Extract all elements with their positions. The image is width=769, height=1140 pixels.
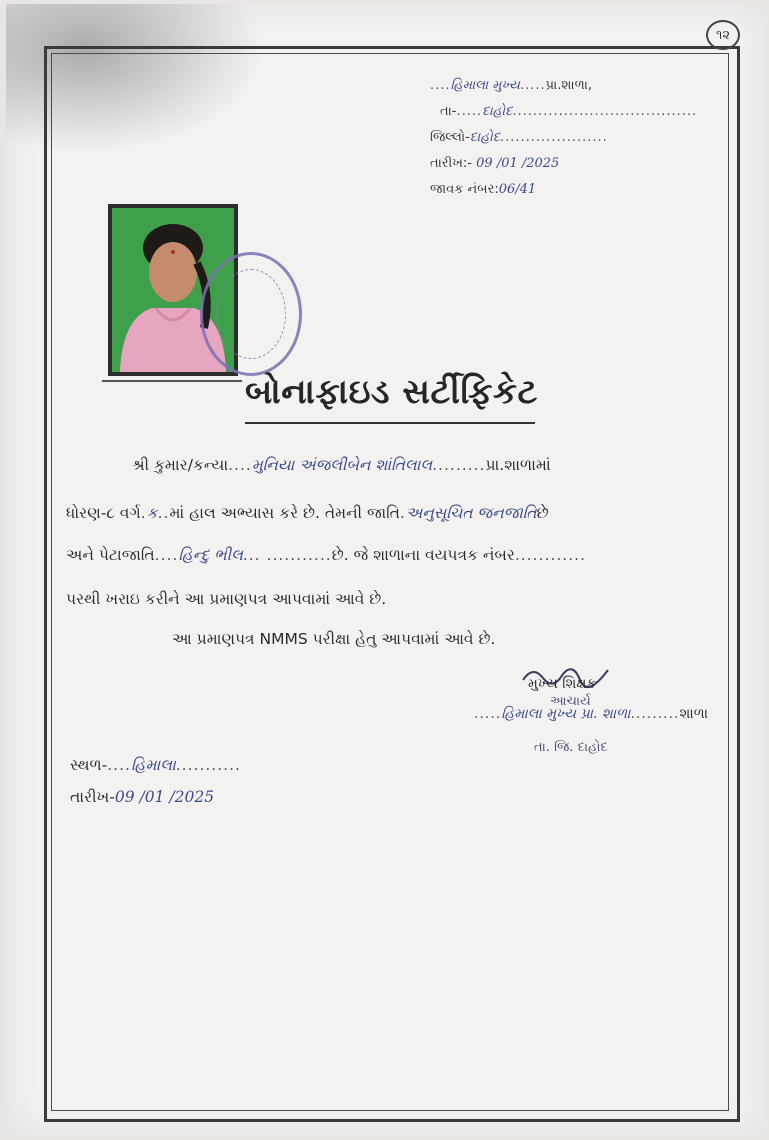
standard-prefix: ધોરણ-૮ વર્ગ (66, 504, 141, 522)
header-district-label: જિલ્લો- (430, 130, 470, 145)
body-line-4: પરથી ખરાઇ કરીને આ પ્રમાણપત્ર આપવામાં આવે છે. (66, 590, 387, 608)
signature-acharya: આચાર્ય (550, 694, 591, 709)
body-line-3: અને પેટાજાતિ....હિન્દુ ભીલ... ...........છે. જે શાળાના વયપત્રક નંબર............ (66, 546, 586, 564)
header-taluka-fill: દાહોદ (482, 104, 513, 119)
signature-school-fill: હિમાલા મુખ્ય પ્રા. શાળા (501, 706, 631, 722)
header-taluka-label: તા- (440, 104, 457, 119)
header-district-line: જિલ્લો-દાહોદ..................... (430, 130, 608, 145)
header-outward-label: જાવક નંબર: (430, 182, 499, 197)
footer-place-line: સ્થળ-....હિમાલા........... (70, 756, 241, 774)
page-number: ૧૨ (706, 20, 740, 50)
header-date-label: તારીખ:- (430, 156, 472, 171)
signature-taluka: તા. જિ. દાહોદ (534, 740, 608, 755)
caste-fill: અનુસૂચિત જનજાતિ (405, 504, 537, 522)
caste-suffix: છે (536, 504, 549, 522)
signature-title: મુખ્ય શિક્ષક (528, 676, 597, 692)
header-outward-line (430, 182, 536, 197)
school-name-suffix: પ્રા.શાળામાં (485, 456, 551, 474)
body-line-5: આ પ્રમાણપત્ર NMMS પરીક્ષા હેતુ આપવામાં આવે છે. (172, 630, 496, 648)
subcaste-fill: હિન્દુ ભીલ (178, 546, 243, 564)
subcaste-prefix: અને પેટાજાતિ (66, 546, 155, 564)
student-name-fill: મુનિયા અંજલીબેન શાંતિલાલ (251, 456, 433, 474)
caste-prefix: માં હાલ અભ્યાસ કરે છે. તેમની જાતિ (169, 504, 400, 522)
footer-date-fill: 09 /01 /2025 (114, 788, 215, 806)
place-fill: હિમાલા (130, 756, 176, 774)
signature-school-suffix: શાળા (679, 706, 709, 722)
school-stamp (200, 252, 302, 376)
header-district-fill: દાહોદ (469, 130, 500, 145)
footer-date-label: તારીખ- (70, 788, 115, 806)
header-school-fill: હિમાલા મુખ્ય (450, 78, 520, 93)
place-label: સ્થળ- (70, 756, 108, 774)
footer-date-line (70, 788, 214, 807)
header-school-line: ....હિમાલા મુખ્ય.....પ્રા.શાળા, (430, 78, 593, 93)
certificate-title: બોનાફાઇડ સર્ટીફિકેટ (245, 372, 538, 412)
header-outward-fill: 06/41 (498, 182, 537, 197)
signature-school-line: .....હિમાલા મુખ્ય પ્રા. શાળા.........શાળા (474, 706, 709, 722)
body-line-2: ધોરણ-૮ વર્ગ.ક..માં હાલ અભ્યાસ કરે છે. તેમની જાતિ.અનુસૂચિત જનજાતિછે (66, 504, 549, 522)
register-prefix: છે. જે શાળાના વયપત્રક નંબર (331, 546, 515, 564)
division-fill: ક (146, 504, 158, 522)
title-underline (245, 422, 535, 424)
header-school-suffix: પ્રા.શાળા, (545, 78, 593, 93)
header-date-fill: 09 /01 /2025 (476, 156, 560, 171)
header-date-line (430, 156, 559, 171)
header-taluka-line: તા-.....દાહોદ.................................... (440, 104, 698, 119)
student-prefix: શ્રી કુમાર/કન્યા (132, 456, 229, 474)
body-line-1: શ્રી કુમાર/કન્યા....મુનિયા અંજલીબેન શાંતિલાલ.........પ્રા.શાળામાં (132, 456, 551, 474)
photo-underline (102, 380, 242, 382)
